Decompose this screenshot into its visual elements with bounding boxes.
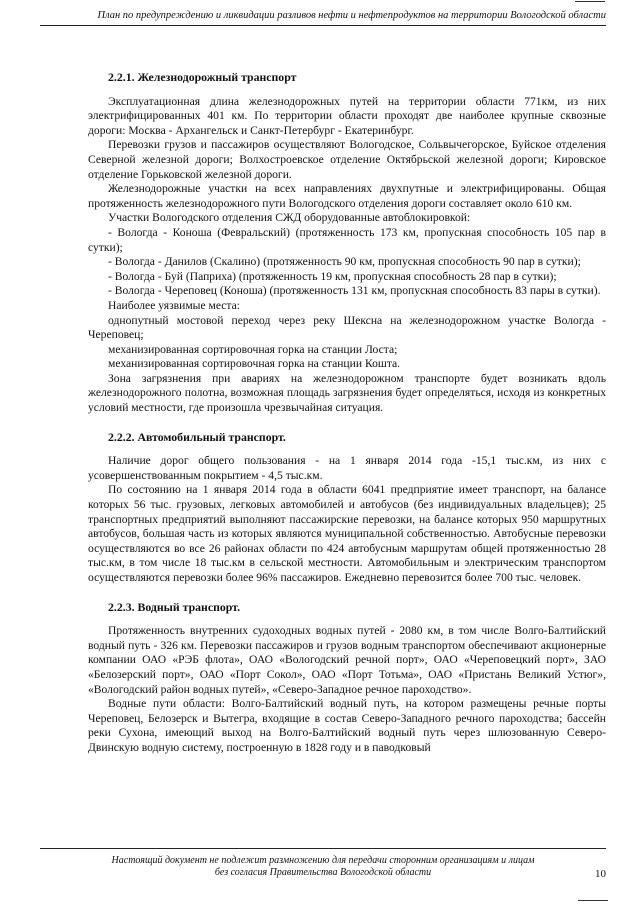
scan-mark — [575, 1, 605, 2]
footer-line-2: без согласия Правительства Вологодской области — [214, 867, 432, 878]
paragraph: Водные пути области: Волго-Балтийский водный путь, на котором размещены речные порты Череповец, Белозерск и Вытегра, входящие в состав Северо-Западного речного пароходства; бассейн реки Сухона, имеющий выход на Волго-Балтийский водный путь через шлюзованную Северо-Двинскую водную систему, построенную в 1828 году и в паводковый — [88, 697, 606, 754]
list-item: механизированная сортировочная горка на станции Кошта. — [108, 357, 401, 371]
paragraph: Протяженность внутренних судоходных водных путей - 2080 км, в том числе Волго-Балтийский водный путь - 326 км. Перевозки пассажиров и грузов водным транспортом обеспечивают акционерные компании ОАО «РЭБ флота», ОАО «Вологодский речной порт», ОАО «Череповецкий порт», ЗАО «Белозерский порт», ОАО «Порт Сокол», ОАО «Порт Тотьма», ОАО «Пристань Великий Устюг», «Вологодский район водных путей», «Северо-Западное речное пароходство». — [88, 624, 606, 696]
list-item: однопутный мостовой переход через реку Шексна на железнодорожном участке Вологда - Череповец; — [88, 313, 606, 342]
paragraph: Эксплуатационная длина железнодорожных путей на территории области 771км, из них электрифицированных 401 км. По территории области проходят две наиболее крупные сквозные дороги: Москва - Архангельск и Санкт-Петербург - Екатеринбург. — [88, 94, 606, 137]
paragraph: Наиболее уязвимые места: — [108, 298, 241, 312]
list-item: механизированная сортировочная горка на станции Лоста; — [108, 342, 398, 356]
list-item: - Вологда - Буй (Паприха) (протяженность 19 км, пропускная способность 28 пар в сутки); — [108, 269, 557, 283]
list-item: - Вологда - Коноша (Февральский) (протяженность 173 км, пропускная способность 105 пар в сутки); — [88, 225, 606, 254]
scan-mark — [578, 900, 608, 901]
page-content — [88, 70, 606, 756]
page-header: План по предупреждению и ликвидации разливов нефти и нефтепродуктов на территории Вологодской области — [40, 10, 606, 26]
paragraph: Зона загрязнения при авариях на железнодорожном транспорте будет возникать вдоль железнодорожного полотна, возможная площадь загрязнения будет определяться, исходя из конкретных условий местности, где произошла чрезвычайная ситуация. — [88, 371, 606, 415]
footer-line-1: Настоящий документ не подлежит размножению для передачи сторонним организациям и лицам — [111, 855, 535, 866]
paragraph: Перевозки грузов и пассажиров осуществляют Вологодское, Сольвычегорское, Буйское отделения Северной железной дороги; Волхостроевское отделение Октябрьской железной дороги; Кировское отделение Горьковской железной дороги. — [88, 138, 606, 181]
section-title-railway: 2.2.1. Железнодорожный транспорт — [108, 70, 297, 84]
paragraph: Участки Вологодского отделения СЖД оборудованные автоблокировкой: — [108, 211, 471, 225]
list-item: - Вологда - Череповец (Коноша) (протяженность 131 км, пропускная способность 83 пары в сутки). — [108, 284, 601, 298]
list-item: - Вологда - Данилов (Скалино) (протяженность 90 км, пропускная способность 90 пар в сутки); — [108, 255, 581, 269]
paragraph: По состоянию на 1 января 2014 года в области 6041 предприятие имеет транспорт, на балансе которых 56 тыс. грузовых, легковых автомобилей и автобусов (без индивидуальных владельцев); 25 транспортных предприятий выполняют пассажирские перевозки, на балансе которых 950 маршрутных автобусов, большая часть из которых являются муниципальной собственностью. Автобусные перевозки осуществляются во все 26 районах области по 424 автобусным маршрутам общей протяженностью 28 тыс.км, в том числе 18 тыс.км в сельской местности. Автомобильным и электрическим транспортом осуществляются перевозки более 96% пассажиров. Ежедневно перевозится более 700 тыс. человек. — [88, 483, 606, 584]
paragraph: Наличие дорог общего пользования - на 1 января 2014 года -15,1 тыс.км, из них с усовершенствованным покрытием - 4,5 тыс.км. — [88, 454, 606, 482]
section-title-road: 2.2.2. Автомобильный транспорт. — [108, 429, 286, 444]
page-number: 10 — [595, 868, 606, 880]
page-footer — [40, 848, 606, 879]
paragraph: Железнодорожные участки на всех направлениях двухпутные и электрифицированы. Общая протяженность железнодорожного пути Вологодского отделения дороги составляет около 610 км. — [88, 182, 606, 210]
section-title-water: 2.2.3. Водный транспорт. — [108, 599, 241, 614]
